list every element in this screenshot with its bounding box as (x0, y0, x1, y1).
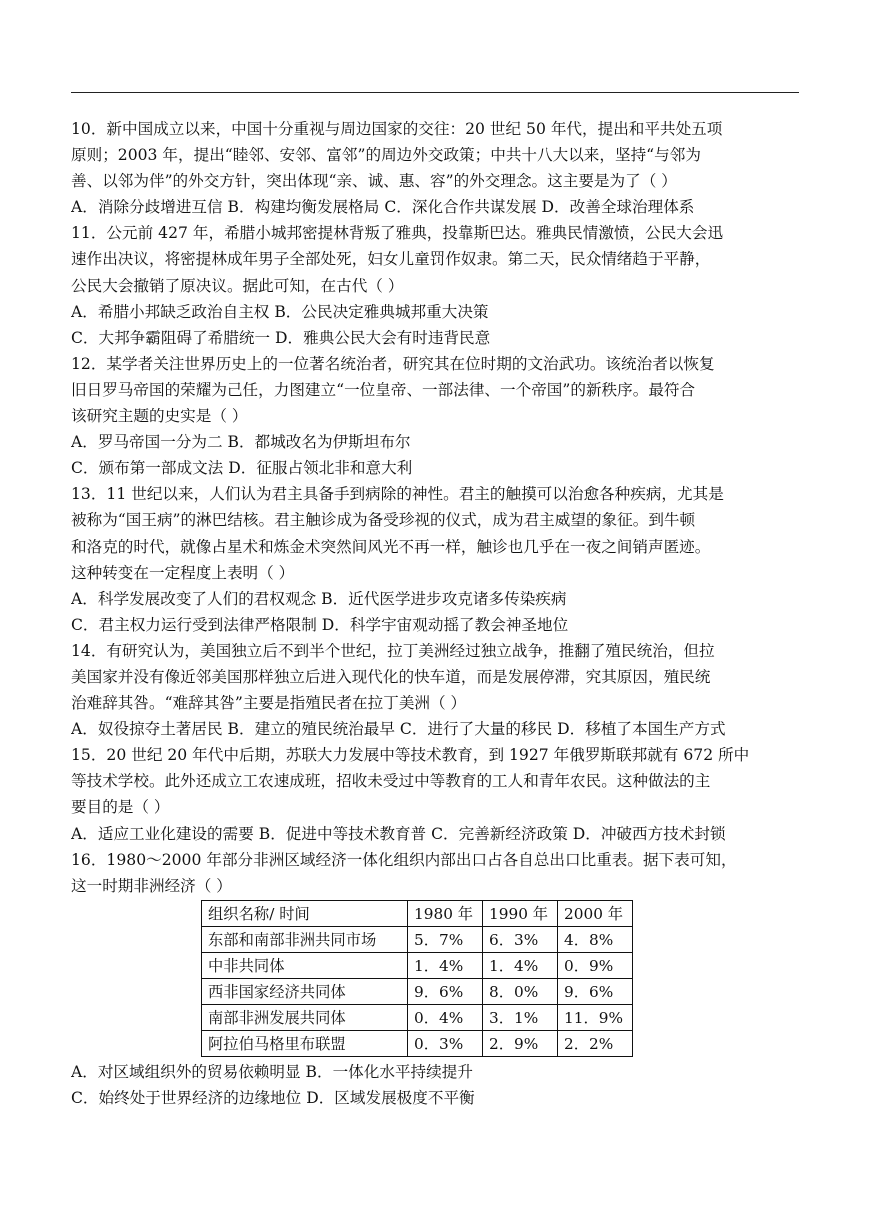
table-header-cell: 1990 年 (483, 900, 558, 926)
table-cell: 南部非洲发展共同体 (202, 1004, 408, 1030)
question-text-line: 和洛克的时代，就像占星术和炼金术突然间风光不再一样，触诊也几乎在一夜之间销声匿迹。 (71, 537, 711, 556)
table-cell: 2．9% (483, 1030, 558, 1056)
answer-options: A．希腊小邦缺乏政治自主权 B．公民决定雅典城邦重大决策 (71, 302, 489, 321)
table-row (202, 978, 633, 1004)
table-cell: 0．9% (558, 952, 633, 978)
export-share-table (201, 900, 633, 1057)
answer-options: A．适应工业化建设的需要 B．促进中等技术教育普 C．完善新经济政策 D．冲破西方技术封锁 (71, 824, 726, 843)
question-16 (71, 847, 799, 1111)
question-14 (71, 638, 799, 742)
question-text-line: 16．1980～2000 年部分非洲区域经济一体化组织内部出口占各自总出口比重表。据下表可知， (71, 850, 737, 869)
question-text-line: 这一时期非洲经济（ ） (71, 876, 232, 895)
table-row (202, 952, 633, 978)
question-text-line: 该研究主题的史实是（ ） (71, 407, 248, 426)
table-cell: 11．9% (558, 1004, 633, 1030)
table-cell: 4．8% (558, 926, 633, 952)
answer-options: C．君主权力运行受到法律严格限制 D．科学宇宙观动摇了教会神圣地位 (71, 615, 569, 634)
table-cell: 0．4% (408, 1004, 483, 1030)
question-text-line: 被称为“国王病”的淋巴结核。君主触诊成为备受珍视的仪式，成为君主威望的象征。到牛顿 (71, 511, 696, 530)
exam-page (71, 116, 799, 1111)
table-cell: 阿拉伯马格里布联盟 (202, 1030, 408, 1056)
question-15 (71, 742, 799, 846)
table-row (202, 926, 633, 952)
table-cell: 西非国家经济共同体 (202, 978, 408, 1004)
answer-options: C．始终处于世界经济的边缘地位 D．区域发展极度不平衡 (71, 1088, 475, 1107)
question-text-line: 善、以邻为伴”的外交方针，突出体现“亲、诚、惠、容”的外交理念。这主要是为了（ ） (71, 172, 677, 191)
question-text-line: 速作出决议，将密提林成年男子全部处死，妇女儿童罚作奴隶。第二天，民众情绪趋于平静， (71, 250, 711, 269)
table-cell: 1．4% (483, 952, 558, 978)
question-text-line: 10．新中国成立以来，中国十分重视与周边国家的交往：20 世纪 50 年代，提出和平共处五项 (71, 120, 723, 138)
table-cell: 6．3% (483, 926, 558, 952)
table-header-cell: 1980 年 (408, 900, 483, 926)
table-cell: 中非共同体 (202, 952, 408, 978)
table-cell: 9．6% (408, 978, 483, 1004)
question-text-line: 治难辞其咎。“难辞其咎”主要是指殖民者在拉丁美洲（ ） (71, 694, 467, 713)
answer-options: A．科学发展改变了人们的君权观念 B．近代医学进步攻克诸多传染疾病 (71, 589, 567, 608)
question-text-line: 11．公元前 427 年，希腊小城邦密提林背叛了雅典，投靠斯巴达。雅典民情激愤，公民大会迅 (71, 224, 724, 243)
table-cell: 东部和南部非洲共同市场 (202, 926, 408, 952)
question-text-line: 等技术学校。此外还成立工农速成班，招收未受过中等教育的工人和青年农民。这种做法的主 (71, 772, 711, 791)
question-text-line: 12．某学者关注世界历史上的一位著名统治者，研究其在位时期的文治武功。该统治者以恢复 (71, 354, 715, 373)
question-text-line: 14．有研究认为，美国独立后不到半个世纪，拉丁美洲经过独立战争，推翻了殖民统治，但拉 (71, 641, 715, 660)
question-text-line: 15．20 世纪 20 年代中后期，苏联大力发展中等技术教育，到 1927 年俄罗斯联邦就有 672 所中 (71, 746, 750, 765)
table-cell: 2．2% (558, 1030, 633, 1056)
table-cell: 8．0% (483, 978, 558, 1004)
question-text-line: 旧日罗马帝国的荣耀为己任，力图建立“一位皇帝、一部法律、一个帝国”的新秩序。最符合 (71, 380, 696, 399)
table-header-row (202, 900, 633, 926)
answer-options: A．对区域组织外的贸易依赖明显 B．一体化水平持续提升 (71, 1062, 473, 1081)
question-text-line: 原则；2003 年，提出“睦邻、安邻、富邻”的周边外交政策；中共十八大以来，坚持“与邻为 (71, 146, 701, 165)
table-cell: 0．3% (408, 1030, 483, 1056)
question-text-line: 美国家并没有像近邻美国那样独立后进入现代化的快车道，而是发展停滞，究其原因，殖民统 (71, 667, 711, 686)
question-text-line: 要目的是（ ） (71, 798, 170, 817)
table-header-cell: 2000 年 (558, 900, 633, 926)
table-cell: 5．7% (408, 926, 483, 952)
question-text-line: 公民大会撤销了原决议。据此可知，在古代（ ） (71, 276, 404, 295)
answer-options: C．颁布第一部成文法 D．征服占领北非和意大利 (71, 459, 413, 478)
question-12 (71, 351, 799, 481)
answer-options: C．大邦争霸阻碍了希腊统一 D．雅典公民大会有时违背民意 (71, 328, 491, 347)
header-rule (71, 92, 799, 93)
table-cell: 1．4% (408, 952, 483, 978)
table-row (202, 1004, 633, 1030)
table-row (202, 1030, 633, 1056)
table-header-cell: 组织名称/ 时间 (202, 900, 408, 926)
question-10 (71, 116, 799, 220)
table-cell: 9．6% (558, 978, 633, 1004)
question-11 (71, 220, 799, 350)
question-13 (71, 481, 799, 638)
answer-options: A．奴役掠夺土著居民 B．建立的殖民统治最早 C．进行了大量的移民 D．移植了本国生产方式 (71, 720, 726, 739)
answer-options: A．消除分歧增进互信 B．构建均衡发展格局 C．深化合作共谋发展 D．改善全球治理体系 (71, 198, 695, 217)
table-cell: 3．1% (483, 1004, 558, 1030)
question-text-line: 13．11 世纪以来，人们认为君主具备手到病除的神性。君主的触摸可以治愈各种疾病，尤其是 (71, 485, 724, 504)
answer-options: A．罗马帝国一分为二 B．都城改名为伊斯坦布尔 (71, 433, 411, 452)
question-text-line: 这种转变在一定程度上表明（ ） (71, 563, 295, 582)
